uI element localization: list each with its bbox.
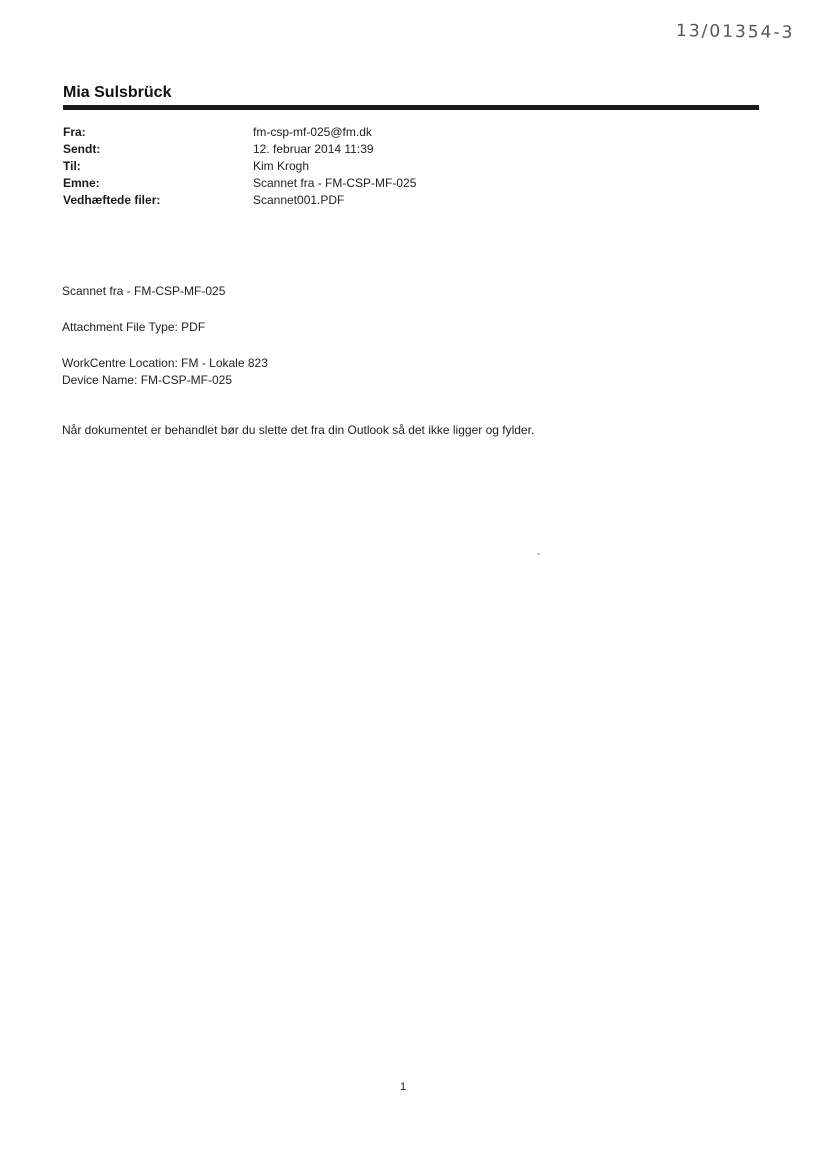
- header-label-subject: Emne:: [63, 176, 100, 190]
- body-scanned-from: Scannet fra - FM-CSP-MF-025: [62, 284, 226, 298]
- body-cleanup-note: Når dokumentet er behandlet bør du slette det fra din Outlook så det ikke ligger og fylder.: [62, 423, 535, 437]
- body-workcentre-location: WorkCentre Location: FM - Lokale 823: [62, 356, 268, 370]
- header-row-from: [63, 124, 416, 141]
- body-attachment-type: Attachment File Type: PDF: [62, 320, 206, 334]
- header-row-subject: [63, 175, 416, 192]
- email-body: [62, 283, 534, 439]
- header-value-to: Kim Krogh: [253, 159, 310, 173]
- header-row-to: [63, 158, 416, 175]
- header-row-sent: [63, 141, 416, 158]
- page-number: 1: [399, 1081, 407, 1093]
- header-value-attachments: Scannet001.PDF: [253, 193, 345, 207]
- header-row-attachments: [63, 192, 416, 209]
- header-label-from: Fra:: [63, 125, 86, 139]
- body-device-name: Device Name: FM-CSP-MF-025: [62, 373, 233, 387]
- mailbox-owner-name: Mia Sulsbrück: [63, 84, 172, 101]
- header-value-from: fm-csp-mf-025@fm.dk: [253, 125, 372, 139]
- header-label-attachments: Vedhæftede filer:: [63, 193, 161, 207]
- header-value-sent: 12. februar 2014 11:39: [253, 142, 374, 156]
- scan-speck: [537, 553, 540, 555]
- header-divider: [63, 105, 759, 110]
- header-value-subject: Scannet fra - FM-CSP-MF-025: [253, 176, 417, 190]
- header-label-sent: Sendt:: [63, 142, 101, 156]
- header-label-to: Til:: [63, 159, 81, 173]
- email-headers: [63, 124, 416, 209]
- handwritten-reference: 13/01354-3: [675, 20, 795, 44]
